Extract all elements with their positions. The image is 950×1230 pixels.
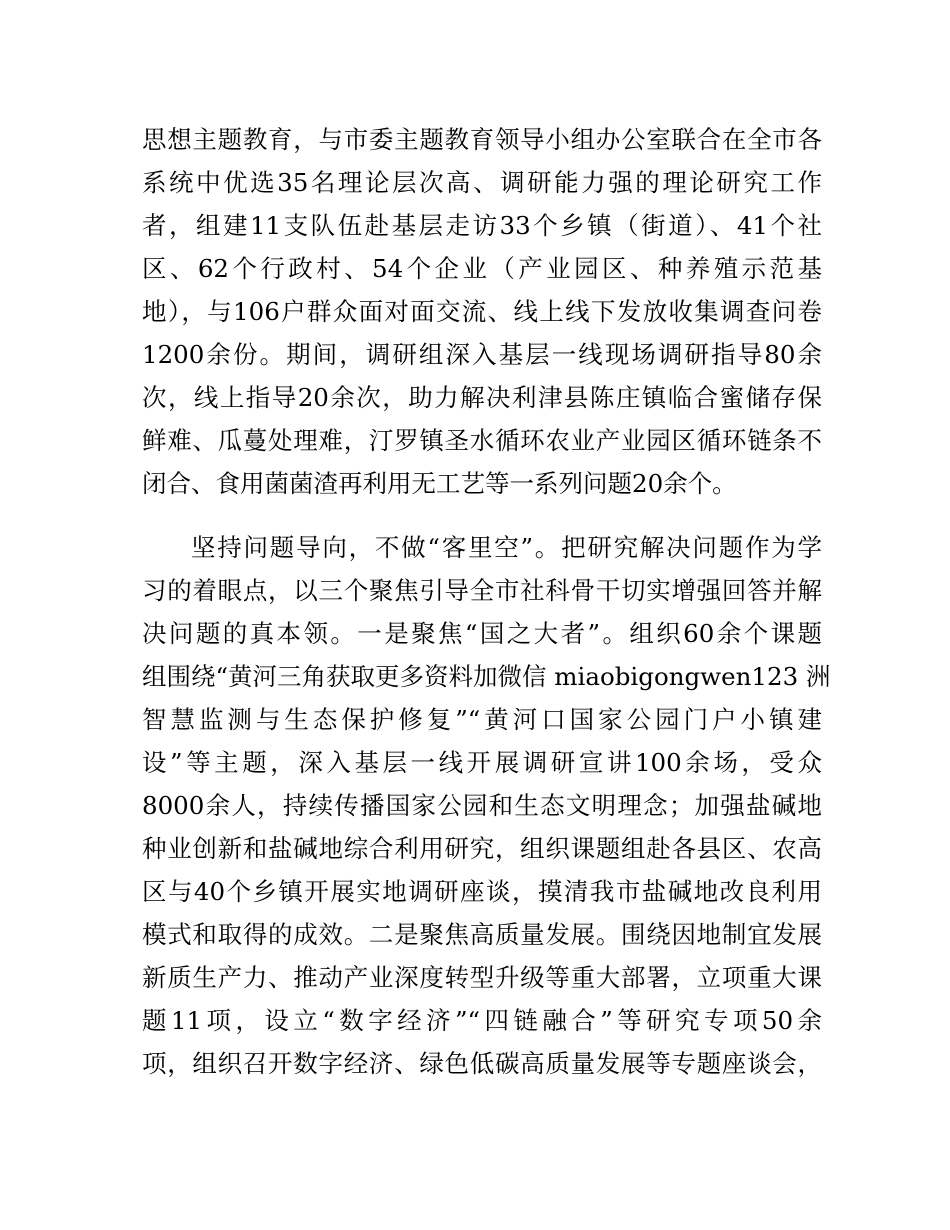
text-line: 决问题的真本领。一是聚焦“国之大者”。组织60余个课题 bbox=[142, 619, 822, 648]
text-line: 习的着眼点，以三个聚焦引导全市社科骨干切实增强回答并解 bbox=[142, 576, 822, 605]
text-line: 地），与106户群众面对面交流、线上线下发放收集调查问卷 bbox=[142, 297, 822, 326]
text-line: 题11项，设立“数字经济”“四链融合”等研究专项50余 bbox=[142, 1006, 822, 1035]
paragraph-1 bbox=[142, 118, 822, 505]
text-line: 系统中优选35名理论层次高、调研能力强的理论研究工作 bbox=[142, 168, 822, 197]
text-line: 项，组织召开数字经济、绿色低碳高质量发展等专题座谈会， bbox=[142, 1049, 822, 1078]
text-line: 思想主题教育，与市委主题教育领导小组办公室联合在全市各 bbox=[142, 125, 822, 154]
text-line: 模式和取得的成效。二是聚焦高质量发展。围绕因地制宜发展 bbox=[142, 920, 822, 949]
text-line: 坚持问题导向，不做“客里空”。把研究解决问题作为学 bbox=[191, 533, 822, 562]
text-line: 鲜难、瓜蔓处理难，汀罗镇圣水循环农业产业园区循环链条不 bbox=[142, 426, 822, 455]
text-line: 1200余份。期间，调研组深入基层一线现场调研指导80余 bbox=[142, 340, 822, 369]
text-line: 者，组建11支队伍赴基层走访33个乡镇（街道）、41个社 bbox=[142, 211, 822, 240]
text-line: 设”等主题，深入基层一线开展调研宣讲100余场，受众 bbox=[142, 748, 822, 777]
text-line: 8000余人，持续传播国家公园和生态文明理念；加强盐碱地 bbox=[142, 791, 822, 820]
text-line: 次，线上指导20余次，助力解决利津县陈庄镇临合蜜储存保 bbox=[142, 383, 822, 412]
text-line: 新质生产力、推动产业深度转型升级等重大部署，立项重大课 bbox=[142, 963, 822, 992]
text-line: 区、62个行政村、54个企业（产业园区、种养殖示范基 bbox=[142, 254, 822, 283]
text-line: 区与40个乡镇开展实地调研座谈，摸清我市盐碱地改良利用 bbox=[142, 877, 822, 906]
text-line: 闭合、食用菌菌渣再利用无工艺等一系列问题20余个。 bbox=[142, 469, 737, 498]
paragraph-2 bbox=[142, 526, 831, 1085]
text-line: 智慧监测与生态保护修复”“黄河口国家公园门户小镇建 bbox=[142, 705, 822, 734]
paragraph-spacer bbox=[142, 505, 822, 526]
text-line: 种业创新和盐碱地综合利用研究，组织课题组赴各县区、农高 bbox=[142, 834, 822, 863]
document-body bbox=[142, 118, 831, 1085]
text-line: 组围绕“黄河三角获取更多资料加微信 miaobigongwen123 洲 bbox=[142, 662, 831, 691]
